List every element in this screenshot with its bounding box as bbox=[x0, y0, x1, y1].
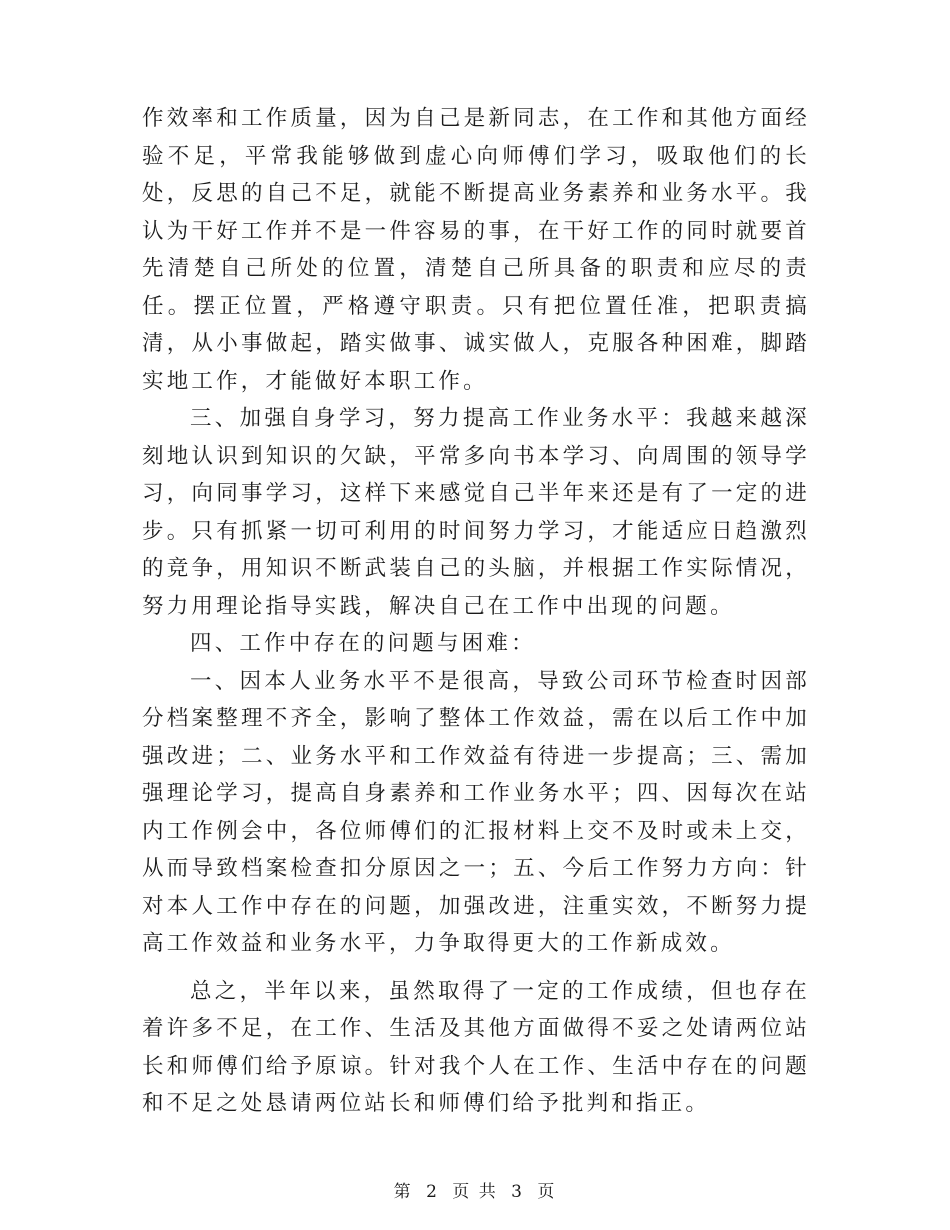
paragraph-problems-list: 一、因本人业务水平不是很高，导致公司环节检查时因部分档案整理不齐全，影响了整体工作效益，需在以后工作中加强改进；二、业务水平和工作效益有待进一步提高；三、需加强理论学习，提高自身素养和工作业务水平；四、因每次在站内工作例会中，各位师傅们的汇报材料上交不及时或未上交，从而导致档案检查扣分原因之一；五、今后工作努力方向：针对本人工作中存在的问题，加强改进，注重实效，不断努力提高工作效益和业务水平，力争取得更大的工作新成效。 bbox=[142, 668, 810, 956]
page-footer bbox=[0, 1177, 950, 1202]
footer-current-page: 2 bbox=[426, 1182, 439, 1202]
footer-suffix: 页 bbox=[537, 1182, 557, 1202]
paragraph-problems-heading: 四、工作中存在的问题与困难： bbox=[190, 631, 536, 656]
paragraph-self-study: 三、加强自身学习，努力提高工作业务水平：我越来越深刻地认识到知识的欠缺，平常多向书本学习、向周围的领导学习，向同事学习，这样下来感觉自己半年来还是有了一定的进步。只有抓紧一切可利用的时间努力学习，才能适应日趋激烈的竞争，用知识不断武装自己的头脑，并根据工作实际情况，努力用理论指导实践，解决自己在工作中出现的问题。 bbox=[142, 406, 810, 619]
footer-prefix: 第 bbox=[393, 1182, 413, 1202]
footer-total-pages: 3 bbox=[511, 1182, 524, 1202]
paragraph-conclusion: 总之，半年以来，虽然取得了一定的工作成绩，但也存在着许多不足，在工作、生活及其他方面做得不妥之处请两位站长和师傅们给予原谅。针对我个人在工作、生活中存在的问题和不足之处恳请两位站长和师傅们给予批判和指正。 bbox=[142, 978, 810, 1116]
footer-middle: 页 共 bbox=[452, 1182, 498, 1202]
document-body bbox=[142, 100, 810, 1123]
paragraph-work-efficiency: 作效率和工作质量，因为自己是新同志，在工作和其他方面经验不足，平常我能够做到虚心向师傅们学习，吸取他们的长处，反思的自己不足，就能不断提高业务素养和业务水平。我认为干好工作并不是一件容易的事，在干好工作的同时就要首先清楚自己所处的位置，清楚自己所具备的职责和应尽的责任。摆正位置，严格遵守职责。只有把位置任准，把职责搞清，从小事做起，踏实做事、诚实做人，克服各种困难，脚踏实地工作，才能做好本职工作。 bbox=[142, 106, 810, 394]
